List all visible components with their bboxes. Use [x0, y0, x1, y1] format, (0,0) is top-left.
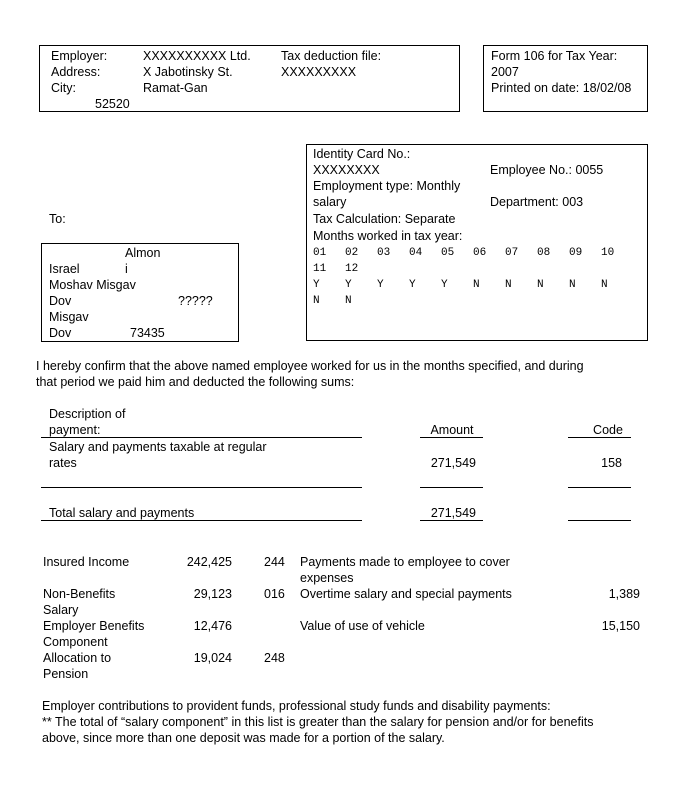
vehicle-label: Value of use of vehicle	[300, 619, 425, 633]
month-07: 07	[505, 247, 519, 259]
employer-label: Employer:	[51, 49, 108, 63]
employment-type: Employment type: Monthly	[313, 179, 461, 193]
month-flag-09: N	[569, 279, 576, 291]
confirmation-text-2: that period we paid him and deducted the following sums:	[36, 375, 355, 389]
expenses-label-2: expenses	[300, 571, 354, 585]
month-12: 12	[345, 263, 359, 275]
employer-benefits-value: 12,476	[193, 619, 232, 633]
overtime-label: Overtime salary and special payments	[300, 587, 512, 601]
month-10: 10	[601, 247, 615, 259]
recipient-line-4a: Dov	[49, 294, 72, 308]
month-flag-11: N	[313, 295, 320, 307]
month-flag-02: Y	[345, 279, 352, 291]
non-benefits-label-1: Non-Benefits	[43, 587, 116, 601]
month-flag-08: N	[537, 279, 544, 291]
month-flag-07: N	[505, 279, 512, 291]
employer-benefits-label-2: Component	[43, 635, 108, 649]
employer-benefits-label-1: Employer Benefits	[43, 619, 145, 633]
confirmation-text-1: I hereby confirm that the above named employee worked for us in the months specified, and during	[36, 359, 584, 373]
form-title: Form 106 for Tax Year:	[491, 49, 618, 63]
row1-code: 158	[601, 456, 622, 470]
month-11: 11	[313, 263, 327, 275]
total-label: Total salary and payments	[49, 506, 195, 520]
employment-type-cont: salary	[313, 195, 347, 209]
recipient-line-2b: i	[125, 262, 128, 276]
zip-code: 52520	[95, 97, 130, 111]
non-benefits-value: 29,123	[193, 587, 232, 601]
printed-date: Printed on date: 18/02/08	[491, 81, 632, 95]
desc-header-1: Description of	[49, 407, 126, 421]
insured-income-value: 242,425	[186, 555, 232, 569]
code-header: Code	[593, 423, 623, 437]
pension-allocation-label-1: Allocation to	[43, 651, 112, 665]
tax-calculation: Tax Calculation: Separate	[313, 212, 456, 226]
id-card-label: Identity Card No.:	[313, 147, 411, 161]
employee-number: Employee No.: 0055	[490, 163, 604, 177]
address-label: Address:	[51, 65, 101, 79]
month-flag-06: N	[473, 279, 480, 291]
recipient-line-3: Moshav Misgav	[49, 278, 136, 292]
month-flag-04: Y	[409, 279, 416, 291]
month-03: 03	[377, 247, 391, 259]
month-02: 02	[345, 247, 359, 259]
expenses-label-1: Payments made to employee to cover	[300, 555, 510, 569]
recipient-line-1: Almon	[125, 246, 161, 260]
month-08: 08	[537, 247, 551, 259]
recipient-line-6b: 73435	[130, 326, 165, 340]
address-value: X Jabotinsky St.	[143, 65, 233, 79]
month-flag-05: Y	[441, 279, 448, 291]
city-label: City:	[51, 81, 76, 95]
months-label: Months worked in tax year:	[313, 229, 463, 243]
employer-value: XXXXXXXXXX Ltd.	[143, 49, 251, 63]
month-04: 04	[409, 247, 423, 259]
city-value: Ramat-Gan	[143, 81, 208, 95]
row1-desc-1: Salary and payments taxable at regular	[49, 440, 267, 454]
total-underline-amount	[420, 520, 483, 521]
header-underline-amount	[420, 437, 483, 438]
row1-desc-2: rates	[49, 456, 77, 470]
row1-underline-code	[568, 487, 631, 488]
recipient-line-2a: Israel	[49, 262, 80, 276]
insured-income-label: Insured Income	[43, 555, 130, 569]
desc-header-2: payment:	[49, 423, 101, 437]
header-underline-desc	[41, 437, 362, 438]
row1-underline-amount	[420, 487, 483, 488]
to-label: To:	[49, 212, 66, 226]
total-underline-desc	[41, 520, 362, 521]
recipient-line-5: Misgav	[49, 310, 89, 324]
header-underline-code	[568, 437, 631, 438]
month-05: 05	[441, 247, 455, 259]
recipient-line-4b: ?????	[178, 294, 213, 308]
overtime-value: 1,389	[608, 587, 640, 601]
month-09: 09	[569, 247, 583, 259]
row1-amount: 271,549	[430, 456, 476, 470]
recipient-line-6a: Dov	[49, 326, 72, 340]
month-flag-10: N	[601, 279, 608, 291]
non-benefits-label-2: Salary	[43, 603, 79, 617]
tax-year: 2007	[491, 65, 519, 79]
footer-line-1: Employer contributions to provident funds, professional study funds and disability payments:	[42, 699, 551, 713]
total-underline-code	[568, 520, 631, 521]
month-flag-03: Y	[377, 279, 384, 291]
tax-file-value: XXXXXXXXX	[281, 65, 357, 79]
non-benefits-code: 016	[264, 587, 285, 601]
vehicle-value: 15,150	[601, 619, 640, 633]
pension-allocation-label-2: Pension	[43, 667, 89, 681]
footer-line-2: ** The total of “salary component” in this list is greater than the salary for pension and/or for benefits	[42, 715, 594, 729]
month-06: 06	[473, 247, 487, 259]
month-01: 01	[313, 247, 327, 259]
pension-allocation-value: 19,024	[193, 651, 232, 665]
tax-file-label: Tax deduction file:	[281, 49, 382, 63]
footer-line-3: above, since more than one deposit was made for a portion of the salary.	[42, 731, 445, 745]
pension-allocation-code: 248	[264, 651, 285, 665]
department: Department: 003	[490, 195, 584, 209]
row1-underline-desc	[41, 487, 362, 488]
month-flag-01: Y	[313, 279, 320, 291]
month-flag-12: N	[345, 295, 352, 307]
total-amount: 271,549	[430, 506, 476, 520]
id-card-value: XXXXXXXX	[313, 163, 380, 177]
amount-header: Amount	[430, 423, 474, 437]
insured-income-code: 244	[264, 555, 285, 569]
